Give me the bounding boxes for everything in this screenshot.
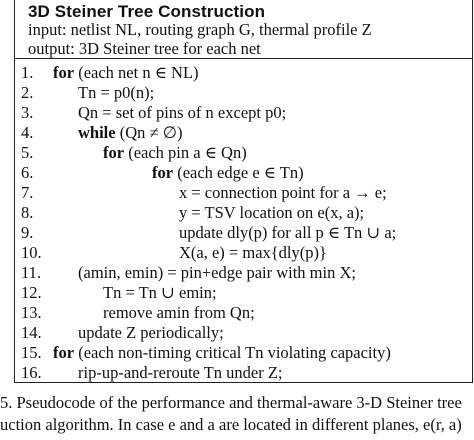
caption-line-2: uction algorithm. In case e and a are located in different planes, e(r, a) [0,415,462,434]
caption-line-1: 5. Pseudocode of the performance and thermal-aware 3-D Steiner tree [0,393,462,412]
algorithm-input [28,20,372,40]
figure-caption [0,392,474,436]
keyword-for: for [103,143,125,162]
output-label: output: [28,39,75,58]
algorithm-box: 3D Steiner Tree Construction input: netlist NL, routing graph G, thermal profile Z output: 3D Steiner tree for each net 1. for (each net n ∈ NL) 2. Tn = p0(n); 3. Qn = set of pins of n except p0; 4. while (Qn ≠ ∅) 5. for (each pin a ∈ Qn) 6. for (each edge e ∈ Tn) 7. x = connection point for a → e; 8. y = TSV location on e(x, a); 9. update dly(p) for all p ∈ Tn ∪ a; 10. X(a, e) = max{dly(p)} 11. (amin, emin) = pin+edge pair with min X; 12. Tn = Tn ∪ emin; 13. remove amin from Qn; 14. update Z periodically; 15. for (each non-timing critical Tn violating capacity) 16. rip-up-and-reroute Tn under Z; [14,0,473,383]
output-text: 3D Steiner tree for each net [78,39,261,58]
keyword-for: for [53,63,75,82]
keyword-while: while [78,123,116,142]
algorithm-output [28,39,261,59]
algorithm-header [15,0,472,59]
input-text: netlist NL, routing graph G, thermal profile Z [70,20,372,39]
input-label: input: [28,20,67,39]
algorithm-title: 3D Steiner Tree Construction [28,2,266,21]
keyword-for: for [53,343,75,362]
keyword-for: for [152,163,174,182]
